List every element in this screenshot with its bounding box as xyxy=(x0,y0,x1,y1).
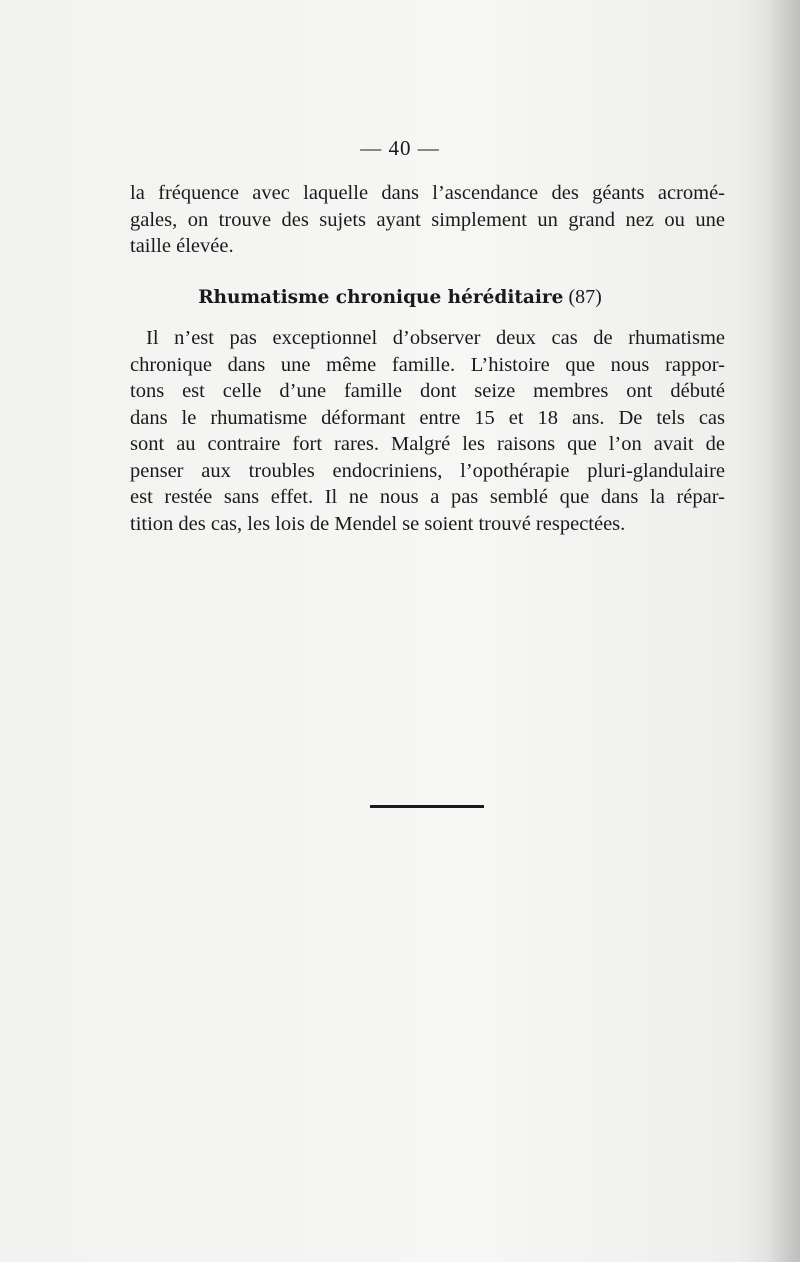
text-line: tition des cas, les lois de Mendel se soient trouvé respectées. xyxy=(130,512,626,535)
paragraph-continuation xyxy=(130,180,725,260)
text-line: tons est celle d’une famille dont seize membres ont débuté xyxy=(130,380,725,402)
page-edge-shadow xyxy=(766,0,800,1262)
text-line: penser aux troubles endocriniens, l’opothérapie pluri-glandulaire xyxy=(130,459,725,482)
section-reference: (87) xyxy=(568,286,602,308)
text-line: la fréquence avec laquelle dans l’ascendance des géants acromé- xyxy=(130,182,725,204)
section-heading xyxy=(0,286,800,309)
text-line: chronique dans une même famille. L’histoire que nous rappor- xyxy=(130,353,725,376)
text-line: Il n’est pas exceptionnel d’observer deux cas de rhumatisme xyxy=(146,327,725,349)
text-line: sont au contraire fort rares. Malgré les raisons que l’on avait de xyxy=(130,433,725,455)
section-title: Rhumatisme chronique héréditaire xyxy=(198,287,564,308)
page-number: — 40 — xyxy=(360,136,440,160)
text-line: est restée sans effet. Il ne nous a pas semblé que dans la répar- xyxy=(130,486,725,508)
text-line: taille élevée. xyxy=(130,235,234,257)
text-line: dans le rhumatisme déformant entre 15 et 18 ans. De tels cas xyxy=(130,406,725,429)
section-end-rule xyxy=(370,805,484,808)
text-line: gales, on trouve des sujets ayant simplement un grand nez ou une xyxy=(130,208,725,231)
section-paragraph xyxy=(130,325,725,537)
